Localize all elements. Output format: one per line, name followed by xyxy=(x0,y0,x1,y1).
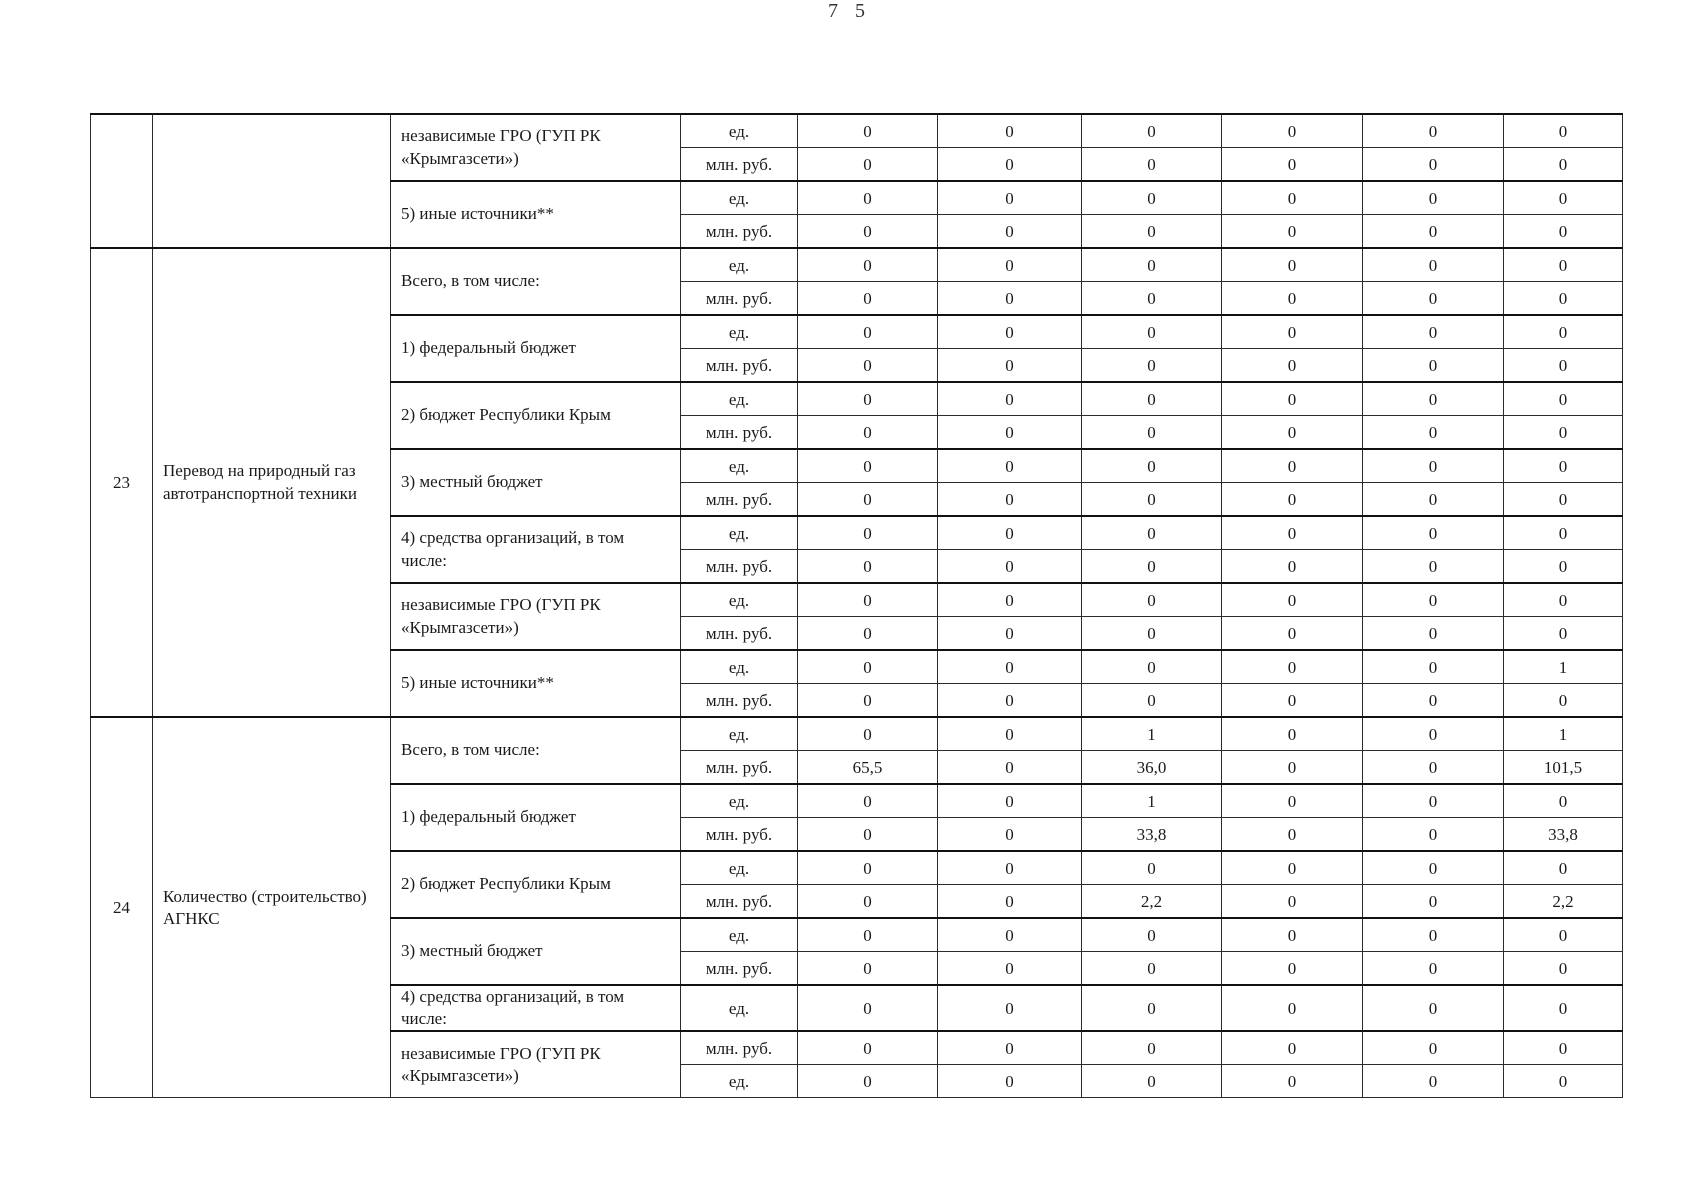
value-cell: 0 xyxy=(1082,382,1222,416)
value-cell: 0 xyxy=(1504,114,1623,148)
value-cell: 0 xyxy=(1222,952,1363,986)
value-cell: 0 xyxy=(1082,148,1222,182)
unit-cell: ед. xyxy=(681,583,798,617)
unit-cell: ед. xyxy=(681,918,798,952)
unit-cell: млн. руб. xyxy=(681,885,798,919)
unit-cell: ед. xyxy=(681,114,798,148)
value-cell: 0 xyxy=(1504,985,1623,1031)
value-cell: 0 xyxy=(798,617,938,651)
unit-cell: млн. руб. xyxy=(681,751,798,785)
value-cell: 0 xyxy=(1363,550,1504,584)
item-title: Количество (строительство) АГНКС xyxy=(153,717,391,1098)
value-cell: 1 xyxy=(1082,717,1222,751)
value-cell: 0 xyxy=(798,851,938,885)
value-cell: 0 xyxy=(1222,416,1363,450)
value-cell: 0 xyxy=(1363,952,1504,986)
value-cell: 0 xyxy=(1363,851,1504,885)
value-cell: 0 xyxy=(1363,784,1504,818)
value-cell: 0 xyxy=(1082,449,1222,483)
value-cell: 0 xyxy=(1363,248,1504,282)
value-cell: 36,0 xyxy=(1082,751,1222,785)
value-cell: 0 xyxy=(798,148,938,182)
value-cell: 0 xyxy=(798,181,938,215)
value-cell: 0 xyxy=(1504,1031,1623,1065)
unit-cell: млн. руб. xyxy=(681,215,798,249)
page-mark: 7 5 xyxy=(828,0,871,22)
value-cell: 0 xyxy=(938,751,1082,785)
value-cell: 0 xyxy=(798,349,938,383)
unit-cell: ед. xyxy=(681,851,798,885)
value-cell: 0 xyxy=(1363,717,1504,751)
value-cell: 0 xyxy=(798,985,938,1031)
value-cell: 0 xyxy=(798,315,938,349)
value-cell: 0 xyxy=(938,516,1082,550)
value-cell: 0 xyxy=(1222,1031,1363,1065)
value-cell: 0 xyxy=(1222,751,1363,785)
value-cell: 0 xyxy=(938,550,1082,584)
value-cell: 0 xyxy=(1363,1031,1504,1065)
value-cell: 0 xyxy=(938,885,1082,919)
value-cell: 0 xyxy=(938,215,1082,249)
funding-source-label: независимые ГРО (ГУП РК «Крымгазсети») xyxy=(391,1031,681,1098)
value-cell: 0 xyxy=(798,382,938,416)
value-cell: 0 xyxy=(798,784,938,818)
unit-cell: млн. руб. xyxy=(681,282,798,316)
value-cell: 65,5 xyxy=(798,751,938,785)
value-cell: 0 xyxy=(938,818,1082,852)
value-cell: 0 xyxy=(1363,114,1504,148)
value-cell: 0 xyxy=(798,650,938,684)
value-cell: 0 xyxy=(798,583,938,617)
value-cell: 2,2 xyxy=(1504,885,1623,919)
funding-source-label: Всего, в том числе: xyxy=(391,248,681,315)
value-cell: 0 xyxy=(938,483,1082,517)
value-cell: 0 xyxy=(798,215,938,249)
unit-cell: млн. руб. xyxy=(681,550,798,584)
value-cell: 0 xyxy=(1222,114,1363,148)
value-cell: 1 xyxy=(1504,650,1623,684)
value-cell: 0 xyxy=(1082,516,1222,550)
value-cell: 0 xyxy=(938,282,1082,316)
unit-cell: млн. руб. xyxy=(681,818,798,852)
item-title xyxy=(153,114,391,248)
value-cell: 0 xyxy=(1363,416,1504,450)
value-cell: 0 xyxy=(1082,1065,1222,1098)
value-cell: 0 xyxy=(938,650,1082,684)
value-cell: 0 xyxy=(1363,315,1504,349)
unit-cell: млн. руб. xyxy=(681,952,798,986)
value-cell: 0 xyxy=(938,952,1082,986)
value-cell: 0 xyxy=(938,349,1082,383)
value-cell: 0 xyxy=(798,918,938,952)
value-cell: 0 xyxy=(798,885,938,919)
value-cell: 0 xyxy=(1504,684,1623,718)
unit-cell: млн. руб. xyxy=(681,148,798,182)
value-cell: 0 xyxy=(1363,181,1504,215)
value-cell: 0 xyxy=(1363,751,1504,785)
value-cell: 0 xyxy=(1222,282,1363,316)
value-cell: 0 xyxy=(1504,918,1623,952)
value-cell: 1 xyxy=(1082,784,1222,818)
value-cell: 0 xyxy=(1504,148,1623,182)
value-cell: 0 xyxy=(1082,114,1222,148)
value-cell: 0 xyxy=(798,684,938,718)
funding-source-label: 3) местный бюджет xyxy=(391,449,681,516)
value-cell: 0 xyxy=(1222,885,1363,919)
value-cell: 0 xyxy=(938,985,1082,1031)
value-cell: 0 xyxy=(1363,215,1504,249)
funding-source-label: 2) бюджет Республики Крым xyxy=(391,382,681,449)
value-cell: 0 xyxy=(1082,248,1222,282)
unit-cell: ед. xyxy=(681,516,798,550)
value-cell: 0 xyxy=(798,550,938,584)
value-cell: 0 xyxy=(1363,349,1504,383)
value-cell: 0 xyxy=(1222,684,1363,718)
unit-cell: млн. руб. xyxy=(681,684,798,718)
item-title: Перевод на природный газ автотранспортной техники xyxy=(153,248,391,717)
value-cell: 0 xyxy=(938,449,1082,483)
value-cell: 0 xyxy=(938,1031,1082,1065)
value-cell: 0 xyxy=(1504,583,1623,617)
value-cell: 0 xyxy=(938,416,1082,450)
value-cell: 0 xyxy=(938,684,1082,718)
value-cell: 0 xyxy=(1222,918,1363,952)
value-cell: 0 xyxy=(1222,349,1363,383)
unit-cell: млн. руб. xyxy=(681,483,798,517)
funding-source-label: 4) средства организаций, в том числе: xyxy=(391,985,681,1031)
value-cell: 0 xyxy=(1504,349,1623,383)
value-cell: 0 xyxy=(1504,315,1623,349)
value-cell: 0 xyxy=(1082,985,1222,1031)
unit-cell: млн. руб. xyxy=(681,349,798,383)
item-number: 23 xyxy=(91,248,153,717)
unit-cell: млн. руб. xyxy=(681,416,798,450)
value-cell: 0 xyxy=(938,583,1082,617)
value-cell: 0 xyxy=(1222,148,1363,182)
value-cell: 0 xyxy=(1082,851,1222,885)
unit-cell: ед. xyxy=(681,181,798,215)
value-cell: 0 xyxy=(798,483,938,517)
value-cell: 0 xyxy=(938,617,1082,651)
value-cell: 0 xyxy=(798,1031,938,1065)
funding-source-label: 3) местный бюджет xyxy=(391,918,681,985)
value-cell: 0 xyxy=(1082,617,1222,651)
value-cell: 0 xyxy=(938,148,1082,182)
value-cell: 0 xyxy=(798,416,938,450)
value-cell: 0 xyxy=(1363,985,1504,1031)
value-cell: 0 xyxy=(1082,550,1222,584)
value-cell: 0 xyxy=(798,952,938,986)
value-cell: 0 xyxy=(1504,617,1623,651)
funding-source-label: 1) федеральный бюджет xyxy=(391,784,681,851)
unit-cell: ед. xyxy=(681,1065,798,1098)
value-cell: 0 xyxy=(1363,483,1504,517)
budget-table xyxy=(90,113,1623,1098)
value-cell: 0 xyxy=(1082,583,1222,617)
unit-cell: ед. xyxy=(681,650,798,684)
funding-source-label: независимые ГРО (ГУП РК «Крымгазсети») xyxy=(391,583,681,650)
value-cell: 0 xyxy=(798,282,938,316)
value-cell: 0 xyxy=(1222,382,1363,416)
value-cell: 0 xyxy=(1082,215,1222,249)
funding-source-label: независимые ГРО (ГУП РК «Крымгазсети») xyxy=(391,114,681,181)
value-cell: 0 xyxy=(938,114,1082,148)
value-cell: 0 xyxy=(1222,717,1363,751)
value-cell: 0 xyxy=(1082,181,1222,215)
value-cell: 0 xyxy=(1222,617,1363,651)
value-cell: 0 xyxy=(1082,282,1222,316)
value-cell: 0 xyxy=(1363,650,1504,684)
value-cell: 0 xyxy=(1504,382,1623,416)
unit-cell: ед. xyxy=(681,985,798,1031)
value-cell: 0 xyxy=(1504,449,1623,483)
unit-cell: ед. xyxy=(681,784,798,818)
value-cell: 0 xyxy=(798,114,938,148)
value-cell: 0 xyxy=(1222,215,1363,249)
unit-cell: ед. xyxy=(681,382,798,416)
value-cell: 0 xyxy=(1363,449,1504,483)
value-cell: 0 xyxy=(938,851,1082,885)
value-cell: 0 xyxy=(1222,650,1363,684)
value-cell: 0 xyxy=(1082,483,1222,517)
unit-cell: ед. xyxy=(681,315,798,349)
value-cell: 0 xyxy=(1222,483,1363,517)
value-cell: 0 xyxy=(1504,416,1623,450)
value-cell: 0 xyxy=(1082,315,1222,349)
value-cell: 0 xyxy=(798,717,938,751)
value-cell: 0 xyxy=(798,818,938,852)
value-cell: 33,8 xyxy=(1504,818,1623,852)
value-cell: 0 xyxy=(938,248,1082,282)
value-cell: 2,2 xyxy=(1082,885,1222,919)
unit-cell: ед. xyxy=(681,449,798,483)
item-number xyxy=(91,114,153,248)
value-cell: 0 xyxy=(1082,1031,1222,1065)
value-cell: 0 xyxy=(1082,650,1222,684)
value-cell: 0 xyxy=(1082,416,1222,450)
funding-source-label: Всего, в том числе: xyxy=(391,717,681,784)
table-row xyxy=(91,717,1623,751)
value-cell: 0 xyxy=(1363,282,1504,316)
value-cell: 0 xyxy=(1504,282,1623,316)
value-cell: 0 xyxy=(938,717,1082,751)
value-cell: 0 xyxy=(938,918,1082,952)
value-cell: 1 xyxy=(1504,717,1623,751)
value-cell: 0 xyxy=(1222,516,1363,550)
value-cell: 0 xyxy=(1504,1065,1623,1098)
value-cell: 0 xyxy=(1504,952,1623,986)
value-cell: 0 xyxy=(1363,583,1504,617)
unit-cell: ед. xyxy=(681,248,798,282)
value-cell: 0 xyxy=(1504,215,1623,249)
unit-cell: ед. xyxy=(681,717,798,751)
value-cell: 0 xyxy=(1504,851,1623,885)
value-cell: 33,8 xyxy=(1082,818,1222,852)
value-cell: 0 xyxy=(798,1065,938,1098)
table-row xyxy=(91,114,1623,148)
funding-source-label: 5) иные источники** xyxy=(391,181,681,248)
value-cell: 0 xyxy=(938,784,1082,818)
value-cell: 0 xyxy=(938,315,1082,349)
value-cell: 0 xyxy=(1363,516,1504,550)
value-cell: 0 xyxy=(1222,985,1363,1031)
value-cell: 0 xyxy=(1504,483,1623,517)
unit-cell: млн. руб. xyxy=(681,1031,798,1065)
funding-source-label: 2) бюджет Республики Крым xyxy=(391,851,681,918)
value-cell: 0 xyxy=(1222,248,1363,282)
item-number: 24 xyxy=(91,717,153,1098)
value-cell: 0 xyxy=(798,449,938,483)
value-cell: 0 xyxy=(1363,1065,1504,1098)
value-cell: 0 xyxy=(1222,1065,1363,1098)
funding-source-label: 4) средства организаций, в том числе: xyxy=(391,516,681,583)
value-cell: 0 xyxy=(1363,918,1504,952)
value-cell: 0 xyxy=(938,1065,1082,1098)
value-cell: 0 xyxy=(1222,818,1363,852)
value-cell: 0 xyxy=(1222,550,1363,584)
value-cell: 0 xyxy=(1504,248,1623,282)
value-cell: 0 xyxy=(1082,918,1222,952)
unit-cell: млн. руб. xyxy=(681,617,798,651)
value-cell: 0 xyxy=(1082,349,1222,383)
value-cell: 0 xyxy=(1363,885,1504,919)
value-cell: 0 xyxy=(1222,583,1363,617)
value-cell: 0 xyxy=(1363,684,1504,718)
value-cell: 0 xyxy=(1504,516,1623,550)
value-cell: 0 xyxy=(938,181,1082,215)
value-cell: 0 xyxy=(798,516,938,550)
value-cell: 0 xyxy=(1363,617,1504,651)
table-body xyxy=(91,114,1623,1098)
value-cell: 0 xyxy=(798,248,938,282)
value-cell: 0 xyxy=(1363,148,1504,182)
value-cell: 0 xyxy=(1222,181,1363,215)
value-cell: 0 xyxy=(938,382,1082,416)
value-cell: 0 xyxy=(1504,784,1623,818)
value-cell: 0 xyxy=(1363,818,1504,852)
value-cell: 0 xyxy=(1082,684,1222,718)
value-cell: 101,5 xyxy=(1504,751,1623,785)
value-cell: 0 xyxy=(1504,550,1623,584)
value-cell: 0 xyxy=(1222,851,1363,885)
value-cell: 0 xyxy=(1222,315,1363,349)
value-cell: 0 xyxy=(1363,382,1504,416)
value-cell: 0 xyxy=(1222,449,1363,483)
table-row xyxy=(91,248,1623,282)
value-cell: 0 xyxy=(1222,784,1363,818)
value-cell: 0 xyxy=(1504,181,1623,215)
funding-source-label: 1) федеральный бюджет xyxy=(391,315,681,382)
value-cell: 0 xyxy=(1082,952,1222,986)
funding-source-label: 5) иные источники** xyxy=(391,650,681,717)
